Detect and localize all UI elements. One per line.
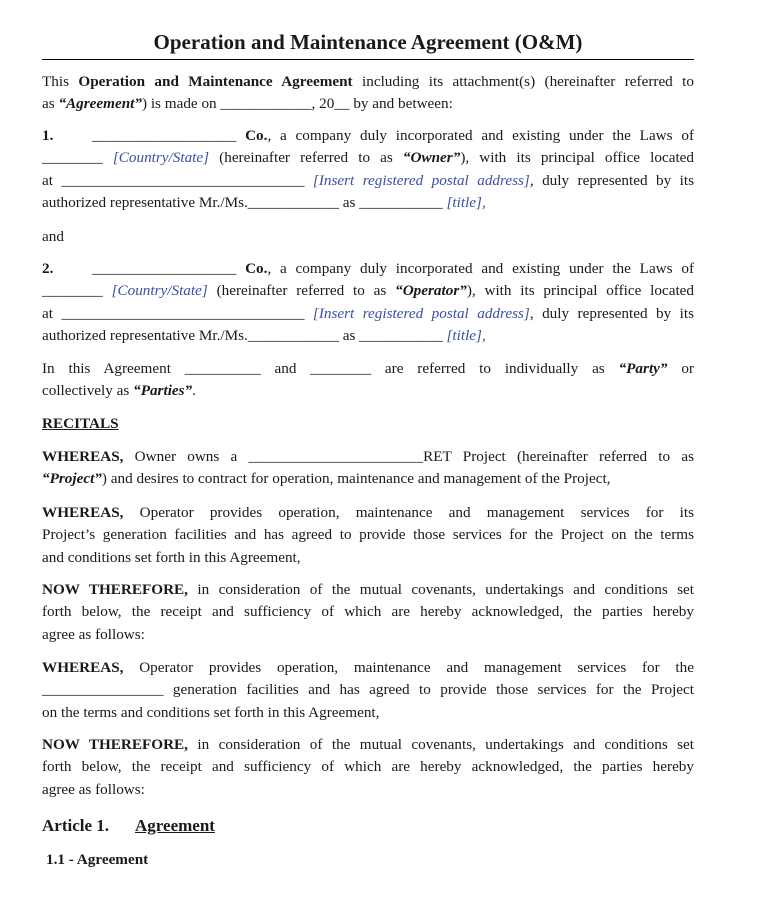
clause-text: and conditions set forth in this Agreement, (42, 548, 301, 566)
clause-keyword: WHEREAS, (42, 659, 124, 676)
now-therefore-1-paragraph (42, 579, 694, 646)
document-title: Operation and Maintenance Agreement (O&M) (42, 28, 694, 60)
title-placeholder: [title], (446, 326, 486, 344)
article-number: Article 1. (42, 816, 110, 835)
party-number: 2. (42, 260, 54, 277)
party-text: ), with its principal office located (466, 282, 695, 300)
address-placeholder: [Insert registered postal address] (312, 171, 530, 189)
clause-text: Owner owns a _______________________RET Project (hereinafter referred to as (123, 448, 694, 465)
parties-text: collectively as (42, 382, 134, 400)
date-blank: ) is made on ____________, 20__ by and between: (141, 95, 453, 113)
representative-blank: authorized representative Mr./Ms.____________ as ___________ (42, 193, 447, 211)
party-1-paragraph (42, 125, 694, 214)
clause-text: in consideration of the mutual covenants, undertakings and conditions set (187, 581, 695, 598)
clause-text: on the terms and conditions set forth in this Agreement, (42, 703, 380, 721)
company-name-blank: ___________________ (92, 127, 246, 144)
party-text: , a company duly incorporated and existing under the Laws of (267, 260, 695, 277)
now-therefore-2-paragraph (42, 734, 694, 801)
party-text: at (42, 304, 62, 322)
clause-text: agree as follows: (42, 625, 145, 643)
intro-paragraph (42, 71, 694, 116)
party-text: , duly represented by its (529, 171, 695, 189)
whereas-2-paragraph (42, 502, 694, 569)
party-text: , duly represented by its (529, 304, 695, 322)
clause-keyword: WHEREAS, (42, 448, 124, 465)
parties-text: . (192, 382, 196, 400)
company-suffix: Co. (245, 260, 268, 277)
defined-term: “Parties” (133, 382, 193, 400)
parties-text: or (667, 360, 694, 377)
country-blank: ________ (42, 282, 112, 300)
parties-paragraph (42, 358, 694, 403)
intro-text: including its attachment(s) (hereinafter referred to (352, 73, 694, 90)
clause-text: Project’s generation facilities and has agreed to provide those services for the Project on the terms (42, 526, 694, 544)
country-blank: ________ (42, 149, 113, 167)
clause-text: agree as follows: (42, 780, 145, 798)
party-number: 1. (42, 127, 54, 144)
clause-text: forth below, the receipt and sufficiency of which are hereby acknowledged, the parties hereby (42, 603, 694, 621)
title-placeholder: [title], (446, 193, 486, 211)
parties-text: In this Agreement __________ and ________ are referred to individually as (42, 360, 619, 377)
whereas-1-paragraph (42, 446, 694, 491)
party-role: “Operator” (395, 282, 467, 300)
party-text: (hereinafter referred to as (209, 149, 403, 167)
intro-text: This (42, 73, 79, 90)
clause-text: ________________ generation facilities and has agreed to provide those services for the Project (42, 681, 694, 699)
clause-text: Operator provides operation, maintenance and management services for its (123, 504, 694, 521)
defined-term: “Agreement” (58, 95, 142, 113)
party-text: ), with its principal office located (460, 149, 695, 167)
party-role: “Owner” (402, 149, 461, 167)
clause-keyword: NOW THEREFORE, (42, 736, 188, 753)
company-suffix: Co. (245, 127, 268, 144)
defined-term: “Project” (42, 470, 102, 488)
country-placeholder: [Country/State] (111, 282, 208, 300)
and-text: and (42, 228, 64, 245)
article-heading (42, 814, 215, 838)
party-text: (hereinafter referred to as (207, 282, 396, 300)
defined-term: “Party” (618, 360, 668, 377)
address-placeholder: [Insert registered postal address] (312, 304, 530, 322)
address-blank: ________________________________ (61, 171, 313, 189)
company-name-blank: ___________________ (92, 260, 246, 277)
clause-keyword: NOW THEREFORE, (42, 581, 188, 598)
article-title: Agreement (135, 816, 215, 835)
address-blank: ________________________________ (61, 304, 313, 322)
intro-text: as (42, 95, 59, 113)
whereas-3-paragraph (42, 657, 694, 724)
clause-keyword: WHEREAS, (42, 504, 124, 521)
subsection-heading: 1.1 - Agreement (46, 851, 149, 868)
clause-text: Operator provides operation, maintenance and management services for the (123, 659, 694, 676)
recitals-heading: RECITALS (42, 415, 119, 432)
party-text: , a company duly incorporated and existing under the Laws of (267, 127, 695, 144)
representative-blank: authorized representative Mr./Ms.____________ as ___________ (42, 326, 447, 344)
agreement-name: Operation and Maintenance Agreement (78, 73, 353, 90)
clause-text: forth below, the receipt and sufficiency of which are hereby acknowledged, the parties hereby (42, 758, 694, 776)
party-text: at (42, 171, 62, 189)
clause-text: in consideration of the mutual covenants, undertakings and conditions set (187, 736, 695, 753)
party-2-paragraph (42, 258, 694, 347)
clause-text: ) and desires to contract for operation, maintenance and management of the Project, (101, 470, 611, 488)
country-placeholder: [Country/State] (112, 149, 210, 167)
